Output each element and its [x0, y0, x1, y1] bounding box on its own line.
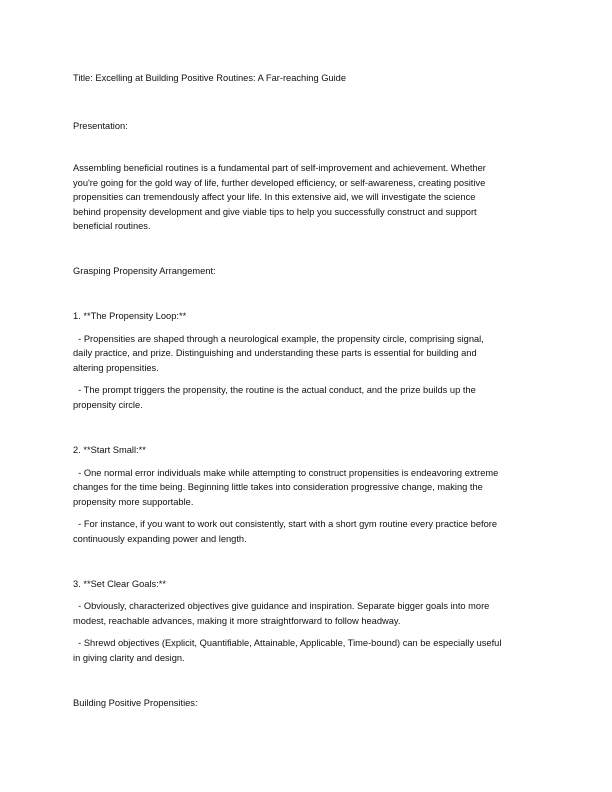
bullet-line: propensity circle. — [73, 400, 143, 410]
intro-line: beneficial routines. — [73, 221, 151, 231]
section-heading: Building Positive Propensities: — [73, 698, 198, 708]
intro-heading: Presentation: — [73, 121, 128, 131]
bullet-line: in giving clarity and design. — [73, 653, 185, 663]
bullet-line: - Propensities are shaped through a neurological example, the propensity circle, comprising signal, — [73, 334, 484, 344]
bullet-line: - The prompt triggers the propensity, the routine is the actual conduct, and the prize builds up the — [73, 385, 476, 395]
bullet-line: altering propensities. — [73, 363, 159, 373]
bullet-line: modest, reachable advances, making it more straightforward to follow headway. — [73, 616, 401, 626]
bullet-line: - One normal error individuals make while attempting to construct propensities is endeavoring extreme — [73, 468, 499, 478]
intro-line: propensities can tremendously affect your life. In this extensive aid, we will investigate the science — [73, 192, 476, 202]
intro-line: Assembling beneficial routines is a fundamental part of self-improvement and achievement. Whether — [73, 163, 486, 173]
item-heading: 2. **Start Small:** — [73, 445, 146, 455]
intro-line: you're going for the gold way of life, further developed efficiency, or self-awareness, creating positive — [73, 178, 486, 188]
bullet-line: changes for the time being. Beginning little takes into consideration progressive change, making the — [73, 482, 483, 492]
bullet-line: continuously expanding power and length. — [73, 534, 247, 544]
intro-line: behind propensity development and give viable tips to help you successfully construct and support — [73, 207, 477, 217]
bullet-line: - Shrewd objectives (Explicit, Quantifiable, Attainable, Applicable, Time-bound) can be especially useful — [73, 638, 502, 648]
bullet-line: propensity more supportable. — [73, 497, 194, 507]
section-heading: Grasping Propensity Arrangement: — [73, 266, 216, 276]
item-heading: 1. **The Propensity Loop:** — [73, 311, 187, 321]
bullet-line: - Obviously, characterized objectives give guidance and inspiration. Separate bigger goals into more — [73, 601, 490, 611]
item-heading: 3. **Set Clear Goals:** — [73, 579, 167, 589]
bullet-line: - For instance, if you want to work out consistently, start with a short gym routine every practice before — [73, 519, 498, 529]
document-title: Title: Excelling at Building Positive Routines: A Far-reaching Guide — [73, 73, 347, 83]
bullet-line: daily practice, and prize. Distinguishing and understanding these parts is essential for building and — [73, 348, 477, 358]
